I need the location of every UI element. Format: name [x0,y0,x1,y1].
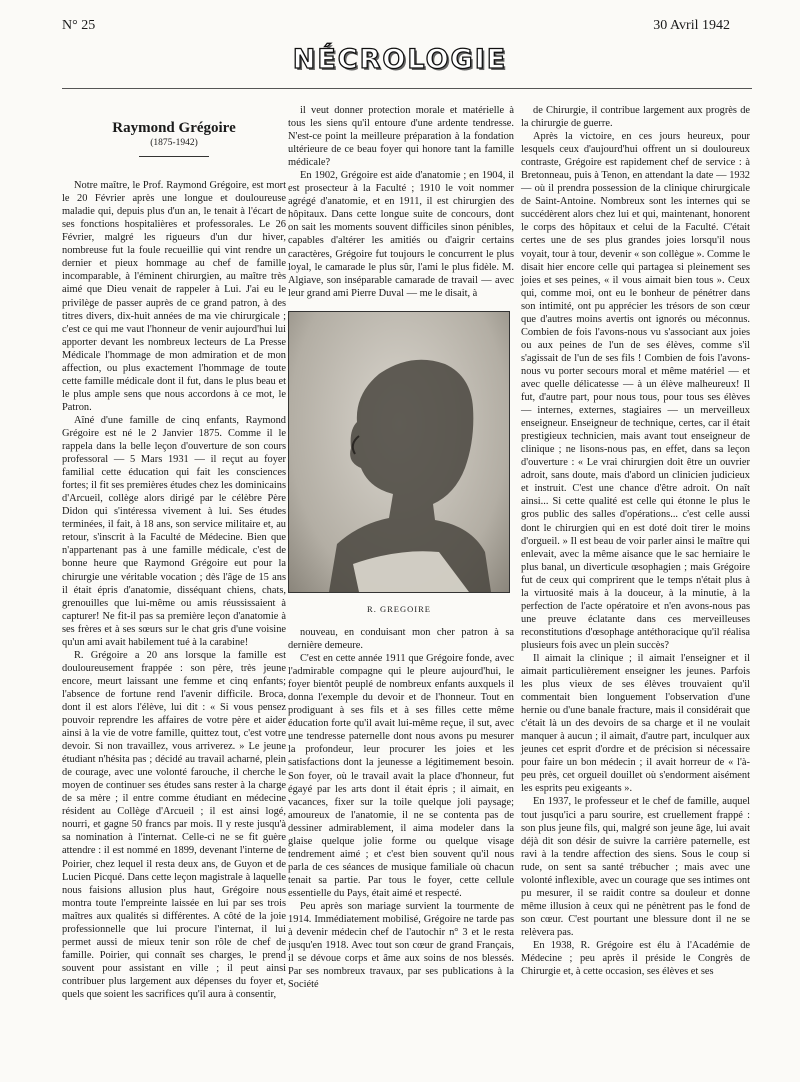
photo-caption: R. GREGOIRE [367,604,431,614]
section-title: NÉCROLOGIE [292,44,508,75]
column-3-body [521,104,750,978]
title-rule [139,156,209,157]
paragraph: de Chirurgie, il contribue largement aux progrès de la chirurgie de guerre. [521,105,750,130]
column-3 [521,104,750,1062]
paragraph: Après la victoire, en ces jours heureux, pour lesquels ceux d'aujourd'hui offrent un si douloureux contraste, Grégoire est rapidement chef de service : à Bretonneau, puis à Tenon, en attendant la date — 1932 — où il prendra possession de la clinique chirurgicale de Saint-Antoine. Nombreux sont les internes qui se succédèrent alors chez lui et qui, maintenant, honorent le corps des hôpitaux et celui de la Faculté. C'était certes une de ses plus grandes joies lorsqu'il nous voyait, tour à tour, devenir « son collègue ». Comme le disait hier encore celle qui partagea si pleinement ses joies et ses peines, « il vous aimait bien tous ». Ceux qui, comme moi, ont eu le bonheur de pénétrer dans son intimité, ont pu apprécier les trésors de son cœur que d'autres moins avertis ont ignorés ou méconnus. Combien de fois l'avons-nous vu s'associant aux joies ou aux peines de l'un de ses élèves, comme s'il s'agissait de l'un de ses fils ! Combien de fois l'avons-nous vu porter secours moral et même matériel — et avec quelle délicatesse — à un élève malheureux! Il fut, d'autre part, pour nous tous, pour tous ses élèves — internes, externes, stagiaires — un merveilleux enseigneur. Enseigneur de technique, certes, car il était prestigieux technicien, mais avant tout enseigneur de clinique ; ne lisons-nous pas, en effet, dans sa leçon d'ouverture : « Le vrai chirurgien doit être un ouvrier adroit, sans doute, mais d'abord un clinicien judicieux et instruit. C'est une chance d'être adroit. On naît ainsi... Si cette qualité est celle qui étonne le plus le gros public des salles d'opérations... c'est celle aussi dont le chirurgien qui en est doté doit tirer le moins d'orgueil. » Il est beau de voir parler ainsi le maître qui enlevait, avec la même aisance que le sac herniaire le plus banal, un diverticule œsophagien ; mais Grégoire fut de ceux qui comprirent que le temps n'était plus à la virtuosité mais à la douceur, à la minutie, à la perfection de l'acte opératoire et n'en avons-nous pas une preuve éclatante dans ces merveilleuses reconstitutions d'œsophage antéthoracique qu'il réalisa plusieurs fois avec un plein succès? [521,131,750,651]
paragraph: il veut donner protection morale et matérielle à tous les siens qu'il entoure d'une ardente tendresse. N'est-ce point la meilleure préparation à la fondation ultérieure de ce beau foyer qui honore tant la famille médicale? [288,105,514,169]
portrait-silhouette [289,312,509,592]
issue-number: N° 25 [62,18,96,33]
paragraph: En 1902, Grégoire est aide d'anatomie ; en 1904, il est prosecteur à la Faculté ; 1910 le voit nommer agrégé d'anatomie, et en 1911, il est chirurgien des hôpitaux. Dans cette longue suite de concours, dont on sait les moments souvent difficiles sinon pénibles, capables d'altérer les amitiés ou d'aigrir certains caractères, Grégoire fut toujours le concurrent le plus loyal, le camarade le plus sûr, l'ami le plus fidèle. M. Algiave, son inséparable camarade de travail — avec leur grand ami Pierre Duval — me le disait, à [288,170,514,299]
paragraph: Il aimait la clinique ; il aimait l'enseigner et il aimait particulièrement enseigner les jeunes. Parfois les plus vieux de ses élèves trouvaient qu'il commentait bien longuement l'observation d'une hernie ou d'une banale fracture, mais il considérait que c'était là un des devoirs de sa charge et il ne voulait manquer à aucun ; il aimait, d'autre part, inculquer aux jeunes cet esprit d'ordre et de précision si nécessaire pour faire un bon médecin ; il avait horreur de « l'à-peu près, cet orgueil douillet où s'endorment aisément les esprits peu exigeants ». [521,652,750,795]
paragraph: Aîné d'une famille de cinq enfants, Raymond Grégoire est né le 2 Janvier 1875. Comme il le rappela dans la belle leçon d'ouverture de son cours professoral — 5 Mars 1931 — il reçut au foyer familial cette éducation qui fait les consciences fortes; il fit ses premières études chez les dominicains d'Arcueil, collège alors dirigé par le célèbre Père Didon qui s'intéressa vivement à lui. Ses études terminées, il fait, à 18 ans, son service militaire et, au retour, s'inscrit à la Faculté de Médecine. Bien que n'appartenant pas à une famille médicale, c'est de bonne heure que Raymond Grégoire eut pour la chirurgie une véritable vocation ; dès l'âge de 15 ans il était épris d'anatomie, disséquant chiens, chats, grenouilles que lui-même ou amis réussissaient à capturer! Ne fit-il pas sa première leçon d'anatomie à ses frères et à ses sœurs sur le chat gris d'une voisine qu'un ami avait habilement tué à la carabine! [62,414,286,648]
paragraph: R. Grégoire a 20 ans lorsque la famille est douloureusement frappée : son père, très jeune encore, meurt laissant une femme et cinq enfants; l'absence de fortune rend l'avenir difficile. Broca, dont il est alors l'élève, lui dit : « Si vous pensez pouvoir reprendre les affaires de votre père et aider ainsi à la vie de votre famille, quittez tout, c'est votre devoir. Si non travaillez, vous arriverez. » Le jeune étudiant n'hésita pas ; décidé au travail acharné, plein de courage, avec une volonté farouche, il cherche le moyen de continuer ses études sans rester à la charge de sa mère ; il entre comme étudiant en médecine résident au Collège d'Arcueil ; il est ainsi logé, nourri, et gagne 50 francs par mois. Il y reste jusqu'à sa nomination à l'internat. Celle-ci ne se fit guère attendre : il est nommé en 1899, devenant l'interne de Poirier, chez lequel il resta deux ans, de Guyon et de Lucien Picqué. Dans cette leçon magistrale à laquelle nous faisions allusion plus haut, Grégoire nous montra toute l'empreinte laissée en lui par ses trois maîtres aux qualités si différentes. A côté de la joie professionnelle que lui procure l'internat, il lui permet aussi de mieux tenir son rôle de chef de famille. Poirier, qui connaît ses charges, le prend souvent pour assistant en ville ; il peut ainsi contribuer plus largement aux dépenses du foyer et, quels que soient les sacrifices qu'il aura à consentir, [62,649,286,1000]
column-2-top [288,104,514,299]
article-title: Raymond Grégoire [112,120,236,136]
paragraph: C'est en cette année 1911 que Grégoire fonde, avec l'admirable compagne qui le pleure aujourd'hui, le foyer bientôt peuplé de nombreux enfants auxquels il donna l'exemple du devoir et de l'honneur. Tout en prodiguant à ses fils et à ses filles cette même éducation forte qu'il avait lui-même reçue, il sut, avec une tendresse paternelle dont nous avons pu mesurer la profondeur, leur procurer les joies et les satisfactions dont la jeunesse a légitimement besoin. Son foyer, où le travail avait la place d'honneur, fut égayé par les arts dont il était épris ; il aimait, en vacances, fixer sur la toile quelque joli paysage; amoureux de l'anatomie, il ne se contenta pas de dessiner admirablement, il aima modeler dans la glaise quelque jolie forme ou quelque visage tendrement aimé ; et c'est bien souvent qu'il nous parla de ces séances de musique familiale où chacun tenait sa partie. Par tous le foyer, cette cellule essentielle du Pays, était aimé et respecté. [288,653,514,899]
column-1-body [62,179,286,1001]
paragraph: Notre maître, le Prof. Raymond Grégoire, est mort le 20 Février après une longue et douloureuse maladie qui, depuis plus d'un an, le tenait à l'écart de ses fonctions hospitalières et professorales. Le 26 Février, malgré les rigueurs d'un dur hiver, nombreuse fut la foule recueillie qui vint rendre un dernier et pieux hommage au chef de famille incomparable, à l'éminent chirurgien, au maître très aimé que Dieu venait de rappeler à Lui. J'ai eu le privilège de passer auprès de ce grand patron, à des titres divers, dix-huit années de ma vie chirurgicale ; c'est ce qui me vaut l'honneur de venir aujourd'hui lui apporter devant les nombreux lecteurs de La Presse Médicale l'hommage de mon admiration et de mon affection, ou plus exactement l'hommage de toute cette famille médicale dont il fut, dans le plus beau et le plus ample sens que nous accordons à ce mot, le Patron. [62,180,286,413]
article-dates: (1875-1942) [150,138,198,149]
portrait-photo [288,311,510,593]
column-2-bottom [288,626,514,1062]
paragraph: nouveau, en conduisant mon cher patron à sa dernière demeure. [288,627,514,652]
column-2-top-body [288,104,514,300]
column-1 [62,104,286,1062]
column-2-bottom-body [288,626,514,991]
header-rule [62,88,752,89]
paragraph: En 1937, le professeur et le chef de famille, auquel tout jusqu'ici a paru sourire, est cruellement frappé : son plus jeune fils, qui, malgré son jeune âge, lui avait déjà dit son désir de suivre la carrière paternelle, est ravi à la tendre affection des siens. Sous le coup si rude, on sent sa santé trébucher ; mais avec une volonté inflexible, avec un courage que ses intimes ont pu mesurer, il se raidit contre sa douleur et donne même illusion à ceux qui ne pénètrent pas le fond de son cœur. C'est pourtant une blessure dont il ne se relèvera pas. [521,796,750,938]
paragraph: En 1938, R. Grégoire est élu à l'Académie de Médecine ; peu après il préside le Congrès de Chirurgie et, à cette occasion, ses élèves et ses [521,940,750,978]
issue-date: 30 Avril 1942 [653,18,730,33]
paragraph: Peu après son mariage survient la tourmente de 1914. Immédiatement mobilisé, Grégoire ne tarde pas à devenir médecin chef de l'autochir n° 3 et le resta jusqu'en 1918. Avec tout son cœur de grand Français, il se dévoue corps et âme aux soins de nos blessés. Par ses nombreux travaux, par ses publications à la Société [288,900,514,991]
